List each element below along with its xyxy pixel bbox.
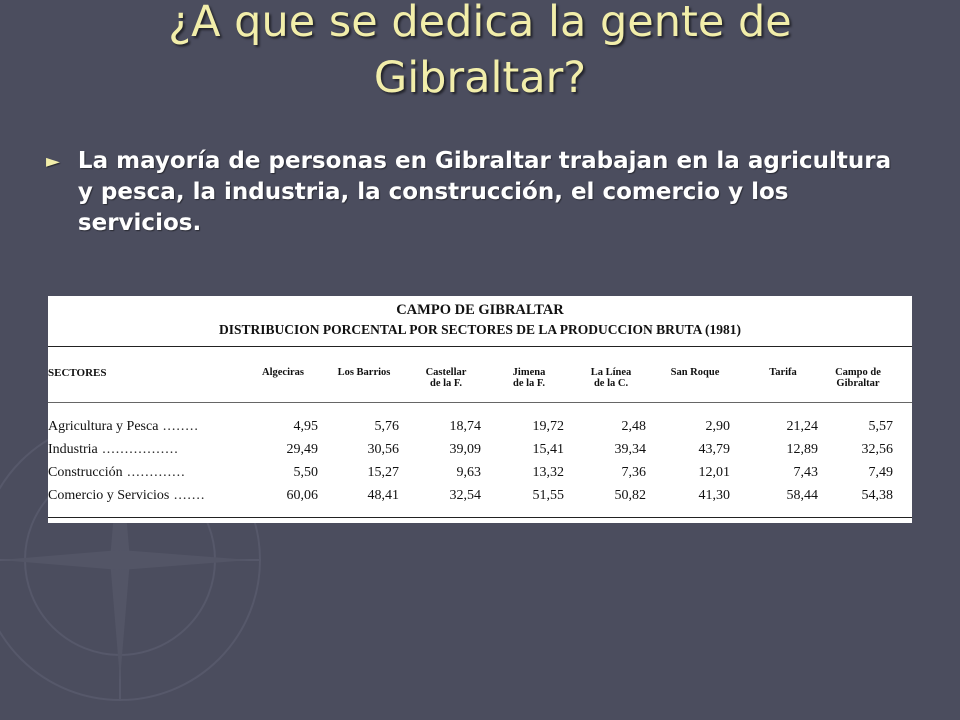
table-cell: 12,89 <box>786 442 818 457</box>
table-cell: 7,43 <box>793 465 818 480</box>
table-header-col-line1: Algeciras <box>262 367 304 378</box>
slide-title-line2: Gibraltar? <box>373 53 587 103</box>
table-row-label: Agricultura y Pesca ........ <box>48 419 199 434</box>
table-header-col <box>407 367 485 389</box>
table-header-col <box>325 367 403 378</box>
table-row <box>48 485 912 507</box>
table-subtitle: DISTRIBUCION PORCENTAL POR SECTORES DE LA PRODUCCION BRUTA (1981) <box>218 322 742 337</box>
table-row <box>48 462 912 484</box>
table-header-col-line1: La Línea <box>590 367 632 378</box>
table-cell: 5,76 <box>374 419 399 434</box>
table-cell: 50,82 <box>614 488 646 503</box>
table-cell: 13,32 <box>532 465 564 480</box>
table-header-col-line2: de la F. <box>513 378 545 389</box>
bullet-arrow-icon: ► <box>46 151 60 172</box>
table-cell: 12,01 <box>698 465 730 480</box>
table-cell: 58,44 <box>786 488 818 503</box>
table-cell: 48,41 <box>367 488 399 503</box>
table-cell: 32,56 <box>861 442 893 457</box>
table-cell: 4,95 <box>293 419 318 434</box>
table-header-col <box>819 367 897 389</box>
table-header-col-line1: Tarifa <box>769 367 797 378</box>
bullet-item <box>46 146 906 239</box>
table-title: CAMPO DE GIBRALTAR <box>396 302 564 318</box>
table-header-col-line1: San Roque <box>670 367 720 378</box>
table-header-col-line2: de la F. <box>430 378 462 389</box>
table-header-col <box>244 367 322 378</box>
table-header-col-line2: Gibraltar <box>836 378 880 389</box>
table-header-col <box>572 367 650 389</box>
table-header-col <box>744 367 822 378</box>
table-cell: 2,48 <box>621 419 646 434</box>
table-cell: 18,74 <box>449 419 481 434</box>
table-row <box>48 439 912 461</box>
table-cell: 43,79 <box>698 442 730 457</box>
table-cell: 15,41 <box>532 442 564 457</box>
table-cell: 51,55 <box>532 488 564 503</box>
slide-title <box>60 0 900 106</box>
table-cell: 9,63 <box>456 465 481 480</box>
table-cell: 7,49 <box>868 465 893 480</box>
table-cell: 54,38 <box>861 488 893 503</box>
table-cell: 41,30 <box>698 488 730 503</box>
table-cell: 32,54 <box>449 488 481 503</box>
table-cell: 39,09 <box>449 442 481 457</box>
table-cell: 60,06 <box>286 488 318 503</box>
table-row <box>48 416 912 438</box>
table-cell: 30,56 <box>367 442 399 457</box>
table-rule-header <box>48 402 912 403</box>
table-cell: 5,50 <box>293 465 318 480</box>
table-row-label: Construcción ............. <box>48 465 186 480</box>
table-cell: 2,90 <box>705 419 730 434</box>
table-header-col-line1: Castellar <box>425 367 467 378</box>
table-header-col-line2: de la C. <box>593 378 629 389</box>
table-row-label: Comercio y Servicios ....... <box>48 488 206 503</box>
table-cell: 29,49 <box>286 442 318 457</box>
table-cell: 39,34 <box>614 442 646 457</box>
sector-table <box>48 296 912 523</box>
table-rule-top <box>48 346 912 347</box>
bullet-text: La mayoría de personas en Gibraltar trabajan en la agricultura y pesca, la industria, la construcción, el comercio y los servicios. <box>77 148 892 236</box>
table-header-col-line1: Campo de <box>835 367 881 378</box>
table-rule-bottom <box>48 517 912 518</box>
table-cell: 15,27 <box>367 465 399 480</box>
table-row-label: Industria ................. <box>48 442 179 457</box>
slide-title-line1: ¿A que se dedica la gente de <box>168 0 792 47</box>
table-header-col <box>656 367 734 378</box>
table-header-sectores: SECTORES <box>48 367 107 379</box>
table-cell: 19,72 <box>532 419 564 434</box>
table-header-col <box>490 367 568 389</box>
table-cell: 5,57 <box>868 419 893 434</box>
table-cell: 7,36 <box>621 465 646 480</box>
table-cell: 21,24 <box>786 419 818 434</box>
table-header-col-line1: Los Barrios <box>337 367 391 378</box>
table-header-col-line1: Jimena <box>512 367 546 378</box>
